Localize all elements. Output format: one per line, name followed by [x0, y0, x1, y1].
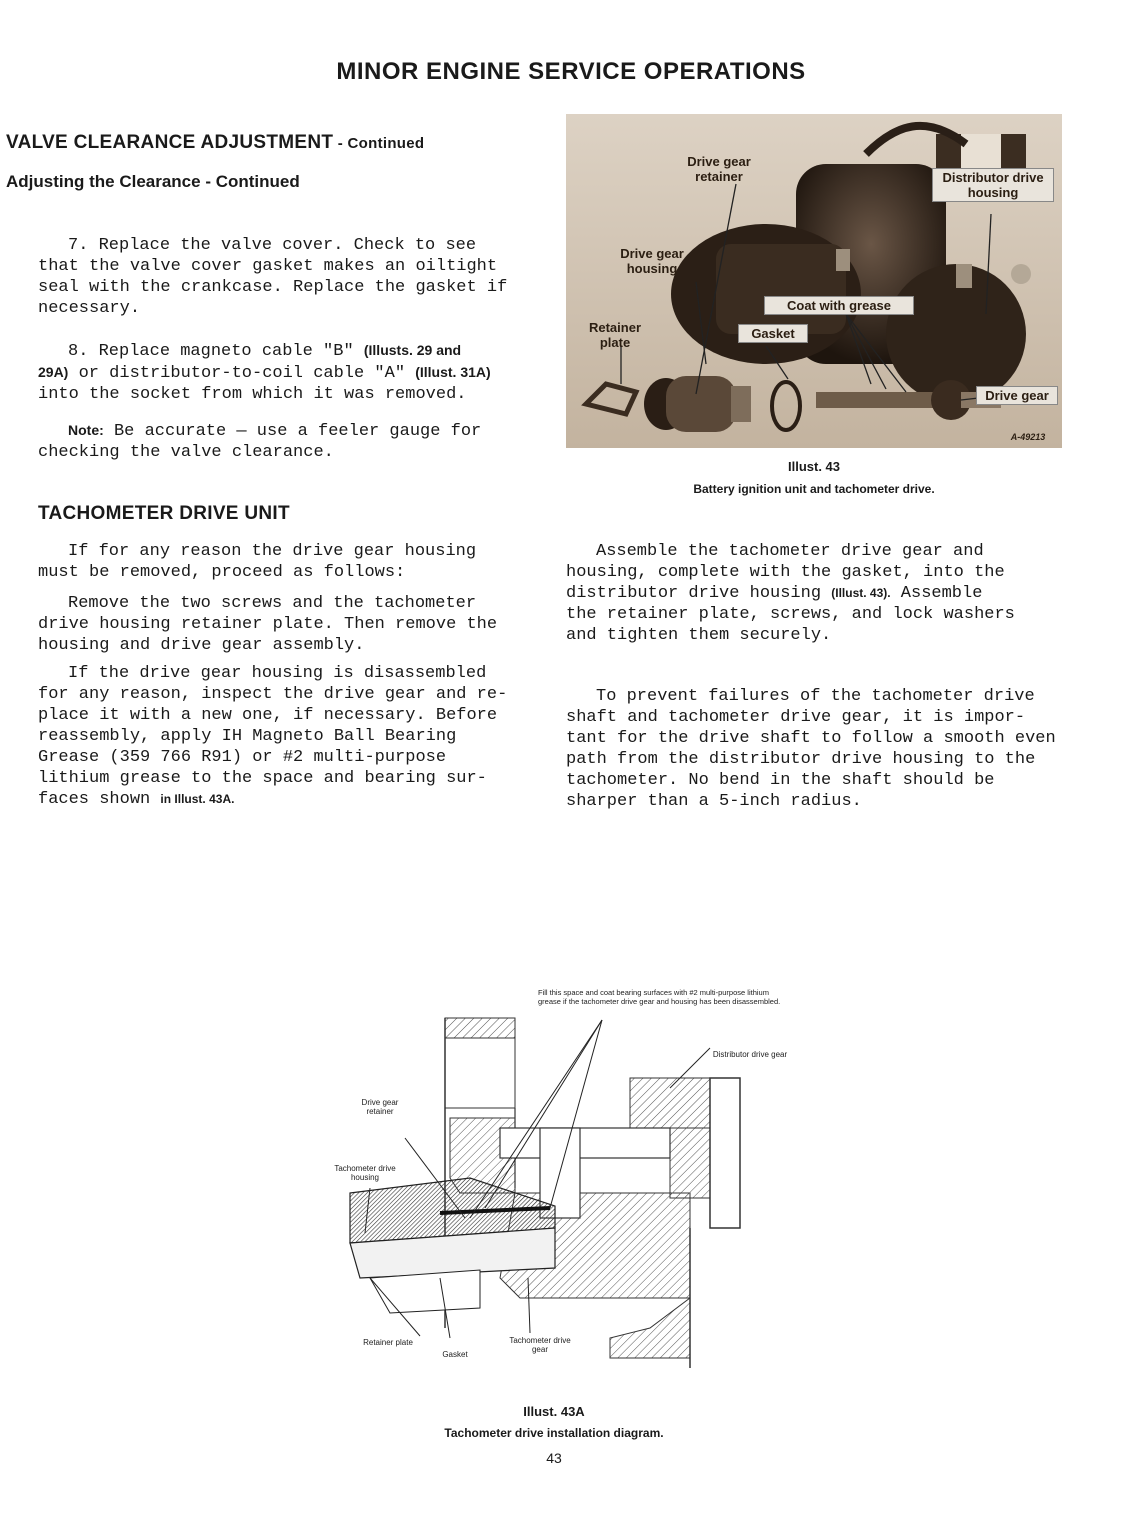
illustration-reference: (Illust. 31A)	[415, 364, 491, 380]
text-line: the retainer plate, screws, and lock washers	[566, 605, 1015, 624]
text-line: housing and drive gear assembly.	[38, 636, 365, 655]
illustration-43a-number: Illust. 43A	[523, 1404, 585, 1419]
label-drive-gear-retainer: Drive gear retainer	[361, 1098, 399, 1116]
paragraph-assemble	[566, 541, 1126, 646]
text-run: distributor drive housing	[566, 584, 822, 603]
text-line: necessary.	[38, 299, 141, 318]
text-line: tant for the drive shaft to follow a smooth even	[566, 729, 1056, 748]
page-number: 43	[546, 1450, 562, 1466]
text-run: 8. Replace magneto cable "B"	[68, 342, 354, 361]
paragraph-step-7	[38, 235, 558, 256]
text-line: housing, complete with the gasket, into the	[566, 563, 1005, 582]
text-line: Grease (359 766 R91) or #2 multi-purpose	[38, 748, 447, 767]
photo-code: A-49213	[1010, 432, 1046, 442]
paragraph-tach-1	[38, 541, 558, 583]
label-drive-gear-housing: Drive gear housing	[620, 246, 684, 276]
label-fill-note: Fill this space and coat bearing surfaces with #2 multi-purpose lithium grease if the tachometer drive gear and housing has been disassembled.	[538, 988, 781, 1006]
text-line: path from the distributor drive housing to the	[566, 750, 1036, 769]
page-title: MINOR ENGINE SERVICE OPERATIONS	[336, 58, 806, 85]
paragraph-prevent-failures	[566, 686, 1136, 812]
text-line: drive housing retainer plate. Then remove the	[38, 615, 498, 634]
text-run: faces shown	[38, 790, 151, 809]
text-run: Assemble	[900, 584, 983, 603]
section-title: VALVE CLEARANCE ADJUSTMENT	[6, 132, 334, 153]
section-heading-tachometer: TACHOMETER DRIVE UNIT	[38, 503, 290, 524]
text-line: To prevent failures of the tachometer drive	[596, 687, 1035, 706]
text-line: Remove the two screws and the tachometer	[68, 594, 477, 613]
illustration-43-caption: Battery ignition unit and tachometer drive.	[693, 482, 935, 496]
text-line: into the socket from which it was removed.	[38, 385, 467, 404]
label-drive-gear-retainer: Drive gear retainer	[687, 154, 751, 184]
paragraph-tach-3	[38, 663, 558, 810]
illustration-43-photo	[566, 114, 1062, 448]
label-gasket: Gasket	[442, 1350, 468, 1359]
section-title-suffix: - Continued	[333, 135, 425, 152]
text-line: Assemble the tachometer drive gear and	[596, 542, 984, 561]
text-line: that the valve cover gasket makes an oiltight	[38, 257, 498, 276]
label-drive-gear: Drive gear	[976, 386, 1058, 405]
illustration-reference: (Illust. 43).	[831, 586, 891, 600]
text-line: sharper than a 5-inch radius.	[566, 792, 862, 811]
illustration-reference: 29A)	[38, 364, 69, 380]
label-distributor-drive-housing: Distributor drive housing	[932, 168, 1054, 202]
text-line: checking the valve clearance.	[38, 443, 334, 462]
text-line: 7. Replace the valve cover. Check to see	[68, 236, 477, 255]
note-label: Note:	[68, 422, 104, 438]
illustration-43a-caption: Tachometer drive installation diagram.	[444, 1426, 664, 1440]
illustration-43a-diagram	[310, 978, 798, 1378]
label-gasket: Gasket	[738, 324, 808, 343]
text-line: lithium grease to the space and bearing sur-	[38, 769, 487, 788]
label-tachometer-drive-housing: Tachometer drive housing	[334, 1164, 396, 1182]
text-run: or distributor-to-coil cable "A"	[78, 364, 406, 383]
subsection-heading: Adjusting the Clearance - Continued	[6, 172, 300, 191]
label-retainer-plate: Retainer plate	[363, 1338, 413, 1347]
text-line: place it with a new one, if necessary. Before	[38, 706, 498, 725]
label-coat-with-grease: Coat with grease	[764, 296, 914, 315]
note-paragraph	[38, 420, 558, 463]
label-distributor-drive-gear: Distributor drive gear	[712, 1050, 788, 1059]
text-line: tachometer. No bend in the shaft should be	[566, 771, 995, 790]
text-run: Be accurate — use a feeler gauge for	[113, 422, 482, 441]
text-line: and tighten them securely.	[566, 626, 832, 645]
illustration-43-number: Illust. 43	[787, 459, 841, 474]
label-retainer-plate: Retainer plate	[588, 320, 642, 350]
paragraph-step-7-cont	[38, 256, 558, 319]
paragraph-tach-2	[38, 593, 558, 656]
section-heading-valve-clearance	[6, 132, 424, 154]
label-tachometer-drive-gear: Tachometer drive gear	[509, 1336, 571, 1354]
text-line: If for any reason the drive gear housing	[68, 542, 477, 561]
text-line: shaft and tachometer drive gear, it is impor-	[566, 708, 1026, 727]
text-line: reassembly, apply IH Magneto Ball Bearing	[38, 727, 457, 746]
text-line: for any reason, inspect the drive gear and re-	[38, 685, 508, 704]
text-line: If the drive gear housing is disassembled	[68, 664, 487, 683]
paragraph-step-8	[38, 340, 558, 405]
text-line: must be removed, proceed as follows:	[38, 563, 406, 582]
illustration-reference: in Illust. 43A.	[160, 792, 235, 806]
text-line: seal with the crankcase. Replace the gasket if	[38, 278, 508, 297]
illustration-reference: (Illusts. 29 and	[363, 342, 462, 358]
